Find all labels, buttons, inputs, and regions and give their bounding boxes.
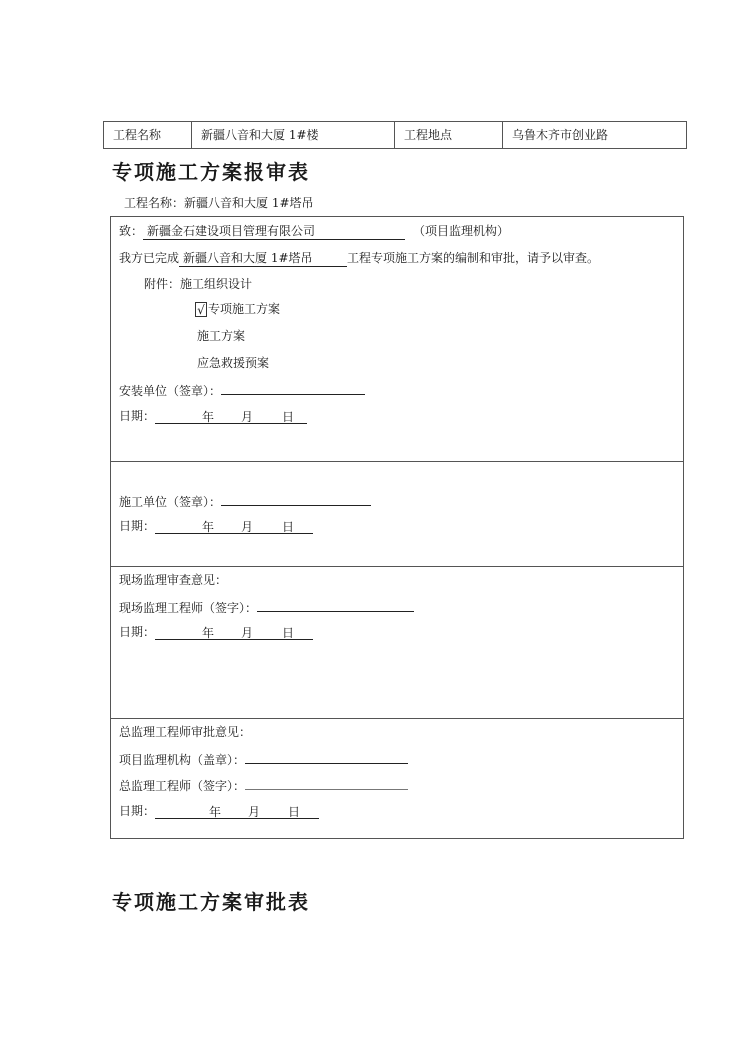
chief-engineer-signature-field[interactable] (245, 776, 408, 790)
section-chief-supervision (111, 719, 683, 840)
site-engineer-label: 现场监理工程师（签字）： (119, 601, 258, 615)
supervision-org-label: 项目监理机构（盖章）： (119, 753, 246, 767)
approval-form-title: 专项施工方案审批表 (112, 890, 310, 914)
completion-field[interactable]: 新疆八音和大厦 1#塔吊 (179, 250, 347, 267)
contractor-signature-field[interactable] (221, 492, 371, 506)
date-year: 年 (202, 626, 215, 640)
date-label: 日期： (119, 804, 156, 818)
checkbox-checked[interactable]: √ (195, 302, 207, 317)
attachment-label: 附件：施工组织设计 (144, 277, 253, 291)
date-label: 日期： (119, 625, 156, 639)
date-month: 月 (248, 805, 261, 819)
date-month: 月 (241, 410, 254, 424)
date-month: 月 (241, 520, 254, 534)
install-unit-signature-field[interactable] (221, 381, 365, 395)
completion-suffix: 工程专项施工方案的编制和审批，请予以审查。 (347, 251, 600, 265)
attachment-item-label: 专项施工方案 (208, 302, 281, 316)
date-year: 年 (202, 410, 215, 424)
date-day: 日 (282, 410, 295, 424)
completion-line (119, 250, 599, 267)
supervision-org-line (119, 750, 408, 768)
date-day: 日 (288, 805, 301, 819)
attachment-item-construction-plan[interactable]: 施工方案 (197, 329, 246, 343)
date-line (119, 408, 307, 424)
date-label: 日期： (119, 409, 156, 423)
date-field[interactable] (155, 409, 307, 424)
date-line (119, 518, 313, 534)
section-contractor (111, 462, 683, 567)
date-field[interactable] (155, 625, 313, 640)
date-label: 日期： (119, 519, 156, 533)
addressee-suffix: （项目监理机构） (413, 224, 510, 238)
addressee-line (119, 223, 509, 240)
date-field[interactable] (155, 804, 319, 819)
section-submit (111, 217, 683, 462)
chief-opinion-label: 总监理工程师审批意见： (119, 725, 252, 739)
contractor-unit-label: 施工单位（签章）： (119, 495, 222, 509)
attachment-item-emergency-plan[interactable]: 应急救援预案 (197, 356, 270, 370)
site-engineer-line (119, 598, 414, 616)
addressee-label: 致： (119, 224, 144, 238)
project-location-label: 工程地点 (395, 122, 503, 148)
project-name-label: 工程名称 (104, 122, 192, 148)
submission-form (110, 216, 684, 839)
project-location-value: 乌鲁木齐市创业路 (512, 128, 609, 142)
attachment-item-special-plan[interactable] (195, 301, 280, 317)
completion-prefix: 我方已完成 (119, 251, 180, 265)
chief-engineer-line (119, 776, 408, 794)
date-month: 月 (241, 626, 254, 640)
form-project-line: 工程名称：新疆八音和大厦 1#塔吊 (124, 196, 314, 210)
install-unit-line (119, 381, 365, 399)
install-unit-label: 安装单位（签章）： (119, 384, 222, 398)
date-day: 日 (282, 626, 295, 640)
date-year: 年 (209, 805, 222, 819)
site-opinion-label: 现场监理审查意见： (119, 573, 228, 587)
project-name-value: 新疆八音和大厦 1#楼 (192, 122, 395, 148)
date-day: 日 (282, 520, 295, 534)
project-info-table (103, 121, 687, 149)
site-engineer-signature-field[interactable] (257, 598, 414, 612)
section-site-supervision (111, 567, 683, 719)
form-title: 专项施工方案报审表 (112, 160, 310, 184)
date-field[interactable] (155, 519, 313, 534)
supervision-org-seal-field[interactable] (245, 750, 408, 764)
date-line (119, 624, 313, 640)
date-year: 年 (202, 520, 215, 534)
chief-engineer-label: 总监理工程师（签字）： (119, 779, 246, 793)
addressee-field[interactable]: 新疆金石建设项目管理有限公司 (143, 223, 405, 240)
contractor-unit-line (119, 492, 371, 510)
date-line (119, 803, 319, 819)
